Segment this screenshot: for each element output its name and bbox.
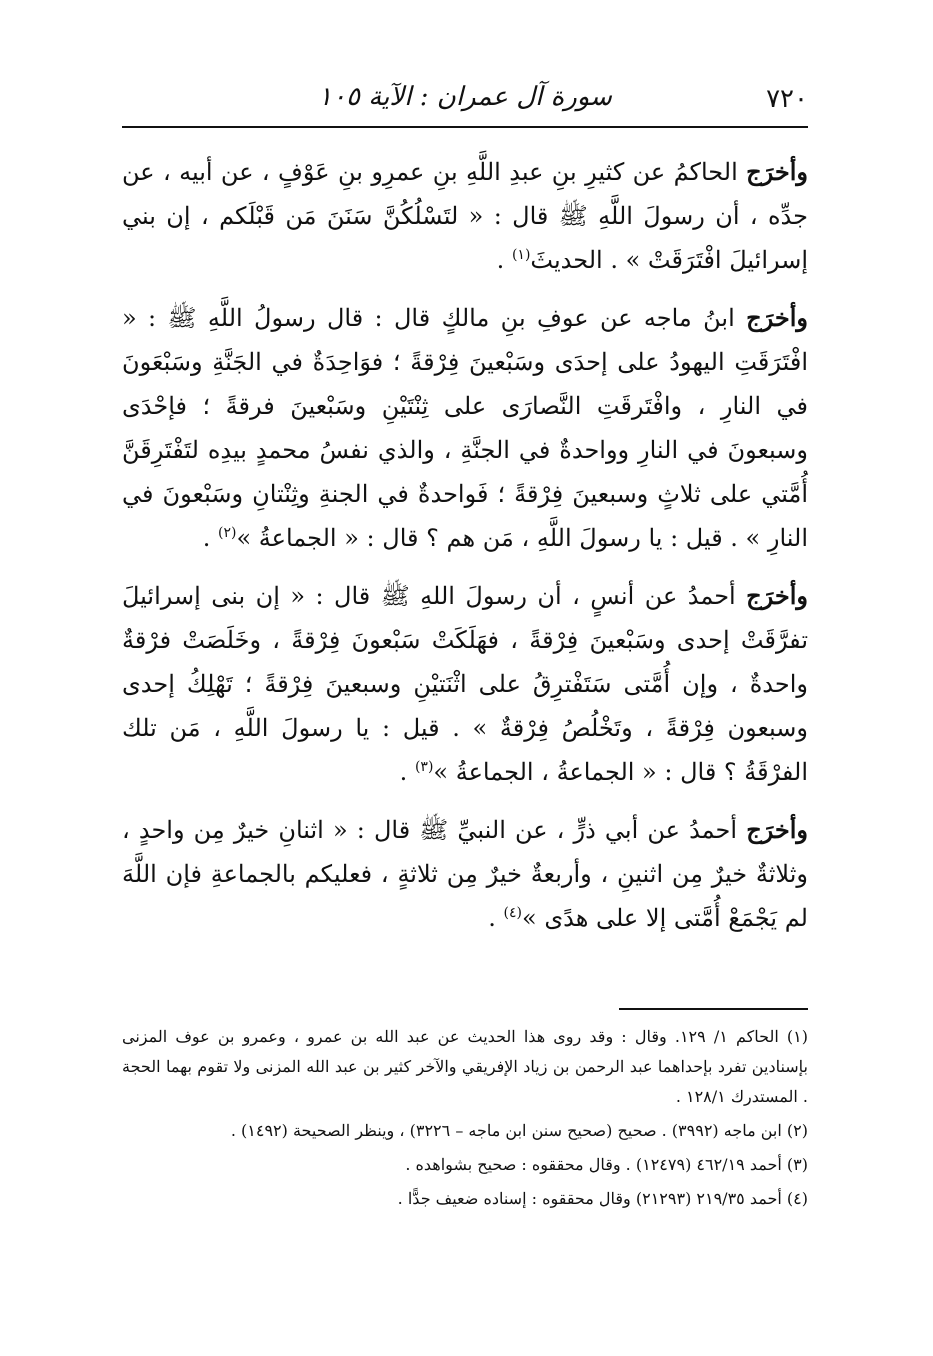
paragraph-end: . (399, 758, 415, 786)
page-header (122, 78, 808, 130)
footnote: (٤) أحمد ٢١٩/٣٥ (٢١٢٩٣) وقال محققوه : إسناده ضعيف جدًّا . (397, 1189, 808, 1208)
paragraph-lead: وأخرَج (746, 815, 809, 844)
footnotes (122, 1022, 808, 1218)
paragraph-text: الحاكمُ عن كثيرِ بنِ عبدِ اللَّهِ بنِ عمرِو بنِ عَوْفٍ ، عن أبيه ، عن جدِّه ، أن رسولَ اللَّهِ ﷺ قال : « لتَسْلُكُنَّ سَنَنَ مَن قَبْلَكم ، إن بني إسرائيلَ افْتَرَقَتْ » . الحديثَ (122, 158, 808, 274)
footnote: (٢) ابن ماجه (٣٩٩٢) . صحيح (صحيح سنن ابن ماجه – ٣٢٢٦) ، وينظر الصحيحة (١٤٩٢) . (230, 1121, 808, 1140)
paragraph-end: . (496, 246, 512, 274)
paragraph-end: . (202, 524, 218, 552)
footnote-divider (619, 1008, 808, 1010)
paragraph (122, 150, 808, 282)
footnote-marker: (٣) (414, 759, 434, 775)
paragraph-text: أحمدُ عن أبي ذرٍّ ، عن النبيِّ ﷺ قال : « اثنانِ خيرٌ مِن واحدٍ ، وثلاثةٌ خيرٌ مِن اثنينِ ، وأربعةٌ خيرٌ مِن ثلاثةٍ ، فعليكم بالجماعةِ فإن اللَّهَ لم يَجْمَعْ أُمَّتى إلا على هدًى » (122, 816, 808, 932)
paragraph-text: أحمدُ عن أنسٍ ، أن رسولَ اللهِ ﷺ قال : « إن بنى إسرائيلَ تفرَّقَتْ إحدى وسَبْعينَ فِرْقةً ، فهَلَكَتْ سَبْعونَ فِرْقةً ، وخَلَصَتْ فرْقةٌ واحدةٌ ، وإن أُمَّتى سَتَفْترِقُ على اثْنَتيْنِ وسبعينَ فِرْقةً ؛ تَهْلِكُ إحدى وسبعون فِرْقةً ، وتَخْلُصُ فِرْقةٌ » . قيل : يا رسولَ اللَّهِ ، مَن تلك الفرْقَةُ ؟ قال : « الجماعةُ ، الجماعةُ » (122, 582, 808, 786)
paragraph-end: . (488, 904, 504, 932)
paragraph-lead: وأخرَج (746, 581, 808, 610)
footnote-marker: (٤) (503, 905, 522, 921)
paragraph-lead: وأخرَج (746, 157, 808, 186)
header-divider (122, 126, 808, 128)
footnote-marker: (١) (511, 247, 531, 263)
running-title: سورة آل عمران : الآية ١٠٥ (318, 82, 612, 112)
footnote: (٣) أحمد ٤٦٢/١٩ (١٢٤٧٩) . وقال محققوه : صحيح بشواهده . (405, 1155, 808, 1174)
paragraph (122, 296, 808, 560)
paragraph-lead: وأخرَج (746, 303, 808, 332)
paragraph (122, 574, 808, 794)
footnote: (١) الحاكم ١/ ١٢٩. وقال : وقد روى هذا الحديث عن عبد الله بن عمرو ، وعمرو بن عوف المزنى بإسنادين تفرد بإحداهما عبد الرحمن بن زياد الإفريقي والآخر كثير بن عبد الله المزنى ولا تقوم بهما الحجة . المستدرك ١٢٨/١ . (122, 1027, 809, 1106)
footnote-marker: (٢) (217, 525, 237, 541)
paragraph (122, 808, 808, 940)
page-number: ٧٢٠ (766, 84, 808, 114)
main-text (122, 150, 808, 954)
paragraph-text: ابنُ ماجه عن عوفِ بنِ مالكٍ قال : قال رسولُ اللَّهِ ﷺ : « افْتَرَقَتِ اليهودُ على إحدَى وسَبْعينَ فِرْقةً ؛ فوَاحِدَةٌ في الجَنَّةِ وسَبْعَونَ في النارِ ، وافْتَرقَتِ النَّصارَى على ثِنْتَيْنِ وسَبْعينَ فرقةً ؛ فإحْدَى وسبعونَ في النارِ وواحدةٌ في الجنَّةِ ، والذي نفسُ محمدٍ بيدِه لتَفْتَرِقَنَّ أُمَّتي على ثلاثٍ وسبعينَ فِرْقةً ؛ فَواحدةٌ في الجنةِ وثِنْتانِ وسَبْعونَ في النارِ » . قيل : يا رسولَ اللَّهِ ، مَن هم ؟ قال : « الجماعةُ » (122, 304, 808, 552)
